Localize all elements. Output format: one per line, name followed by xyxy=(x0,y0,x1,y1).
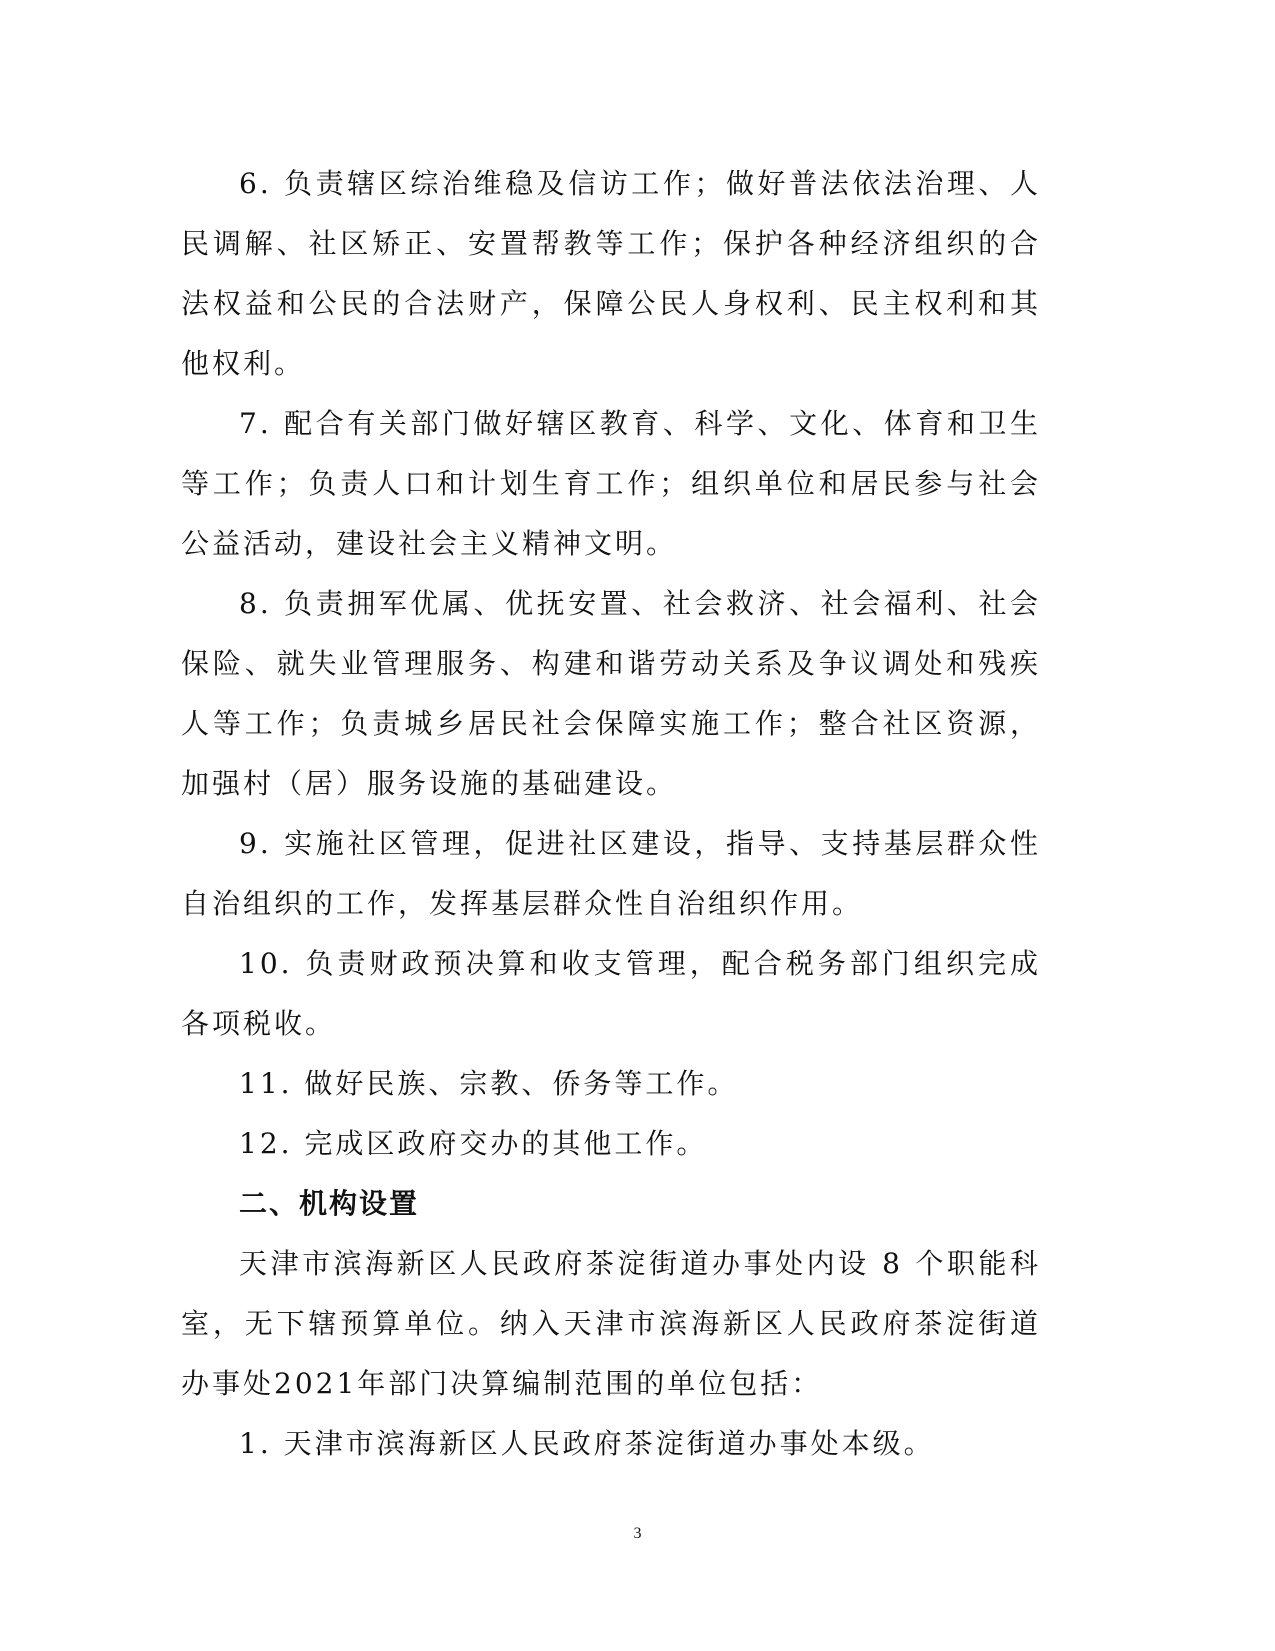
paragraph-item-11: 11. 做好民族、宗教、侨务等工作。 xyxy=(239,1067,739,1100)
paragraph-item-9: 9. 实施社区管理，促进社区建设，指导、支持基层群众性自治组织的工作，发挥基层群众性自治组织作用。 xyxy=(181,827,1041,920)
paragraph-item-6: 6. 负责辖区综治维稳及信访工作；做好普法依法治理、人民调解、社区矫正、安置帮教等工作；保护各种经济组织的合法权益和公民的合法财产，保障公民人身权利、民主权利和其他权利。 xyxy=(181,167,1041,380)
section-paragraph-intro: 天津市滨海新区人民政府茶淀街道办事处内设 8 个职能科室，无下辖预算单位。纳入天津市滨海新区人民政府茶淀街道办事处2021年部门决算编制范围的单位包括： xyxy=(181,1247,1041,1400)
paragraph-item-12: 12. 完成区政府交办的其他工作。 xyxy=(239,1127,708,1160)
section-heading: 二、机构设置 xyxy=(239,1187,420,1220)
page-number: 3 xyxy=(633,1525,642,1542)
paragraph-item-8: 8. 负责拥军优属、优抚安置、社会救济、社会福利、社会保险、就失业管理服务、构建和谐劳动关系及争议调处和残疾人等工作；负责城乡居民社会保障实施工作；整合社区资源，加强村（居）服务设施的基础建设。 xyxy=(181,587,1041,800)
section-paragraph-item-1: 1. 天津市滨海新区人民政府茶淀街道办事处本级。 xyxy=(239,1427,935,1460)
paragraph-item-7: 7. 配合有关部门做好辖区教育、科学、文化、体育和卫生等工作；负责人口和计划生育工作；组织单位和居民参与社会公益活动，建设社会主义精神文明。 xyxy=(181,407,1041,560)
paragraph-item-10: 10. 负责财政预决算和收支管理，配合税务部门组织完成各项税收。 xyxy=(181,947,1041,1040)
document-body xyxy=(181,154,1041,1474)
